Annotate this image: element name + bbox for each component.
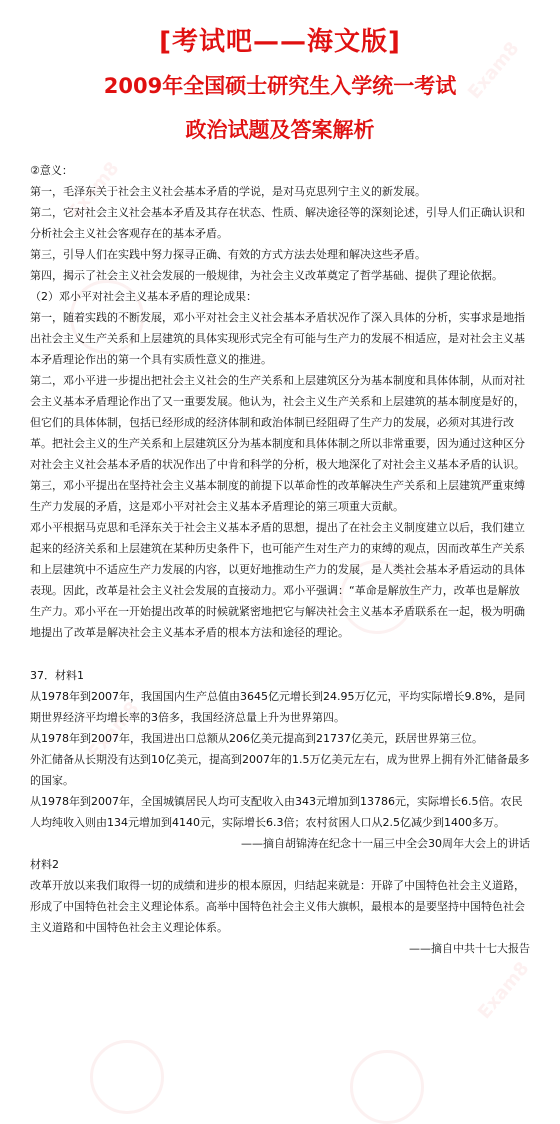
- paragraph: 第三，引导人们在实践中努力探寻正确、有效的方式方法去处理和解决这些矛盾。: [30, 248, 426, 261]
- paragraph: 外汇储备从长期没有达到10亿美元，提高到2007年的1.5万亿美元左右，成为世界上拥有外汇储备最多的国家。: [30, 753, 530, 787]
- watermark-text: Exam8: [473, 957, 534, 1024]
- exam-title: 2009年全国硕士研究生入学统一考试: [103, 74, 457, 98]
- section-heading: （2）邓小平对社会主义基本矛盾的理论成果：: [30, 290, 257, 303]
- exam-subtitle: 政治试题及答案解析: [185, 118, 375, 142]
- paragraph: 从1978年到2007年，我国进出口总额从206亿美元提高到21737亿美元，跃居世界第三位。: [30, 732, 483, 745]
- page-title: [考试吧——海文版]: [159, 27, 401, 57]
- paragraph: 第一，毛泽东关于社会主义社会基本矛盾的学说，是对马克思列宁主义的新发展。: [30, 185, 426, 198]
- paragraph: 第三，邓小平提出在坚持社会主义基本制度的前提下以革命性的改革解决生产关系和上层建筑严重束缚生产力发展的矛盾，这是邓小平对社会主义基本矛盾理论的第三项重大贡献。: [30, 479, 525, 513]
- watermark-text: Exam8: [63, 157, 124, 224]
- paragraph: 改革开放以来我们取得一切的成绩和进步的根本原因，归结起来就是：开辟了中国特色社会主义道路，形成了中国特色社会主义理论体系。高举中国特色社会主义伟大旗帜，最根本的是要坚持中国特色社会主义道路和中国特色社会主义理论体系。: [30, 879, 525, 934]
- paragraph: 从1978年到2007年，我国国内生产总值由3645亿元增长到24.95万亿元，平均实际增长9.8%，是同期世界经济平均增长率的3倍多，我国经济总量上升为世界第四。: [30, 690, 526, 724]
- paragraph: 第二，它对社会主义社会基本矛盾及其存在状态、性质、解决途径等的深刻论述，引导人们正确认识和分析社会主义社会客观存在的基本矛盾。: [30, 206, 525, 240]
- watermark-text: Exam8: [463, 37, 524, 104]
- paragraph: 第二，邓小平进一步提出把社会主义社会的生产关系和上层建筑区分为基本制度和具体体制，从而对社会主义基本矛盾理论作出了又一重要发展。他认为，社会主义生产关系和上层建筑的基本制度是好的，但它们的具体体制，包括已经形成的经济体制和政治体制已经阻碍了生产力的发展，必须对其进行改革。把社会主义的生产关系和上层建筑区分为基本制度和具体体制之所以非常重要，因为通过这种区分对社会主义社会基本矛盾的状况作出了中肯和科学的分析，极大地深化了对社会主义基本矛盾的认识。: [30, 374, 525, 471]
- material-heading: 材料2: [30, 858, 59, 871]
- watermark-logo: [350, 1050, 424, 1124]
- source-citation: ——摘自中共十七大报告: [409, 942, 530, 955]
- paragraph: 邓小平根据马克思和毛泽东关于社会主义基本矛盾的思想，提出了在社会主义制度建立以后，我们建立起来的经济关系和上层建筑在某种历史条件下，也可能产生对生产力的束缚的观点，因而改革生产关系和上层建筑中不适应生产力发展的内容，以更好地推动生产力的发展，是人类社会基本矛盾运动的具体表现。因此，改革是社会主义社会发展的直接动力。邓小平强调：“革命是解放生产力，改革也是解放生产力。邓小平在一开始提出改革的时候就紧密地把它与解决社会主义基本矛盾联系在一起，极为明确地提出了改革是解决社会主义基本矛盾的根本方法和途径的理论。: [30, 521, 525, 639]
- paragraph: ②意义：: [30, 164, 73, 177]
- paragraph: 从1978年到2007年，全国城镇居民人均可支配收入由343元增加到13786元，实际增长6.5倍。农民人均纯收入则由134元增加到4140元，实际增长6.3倍；农村贫困人口从2.5亿减少到1400多万。: [30, 795, 523, 829]
- question-heading: 37．材料1: [30, 669, 84, 682]
- watermark-logo: [90, 1040, 164, 1114]
- paragraph: 第一，随着实践的不断发展，邓小平对社会主义社会基本矛盾状况作了深入具体的分析，实事求是地指出社会主义生产关系和上层建筑的具体实现形式完全有可能与生产力的发展不相适应，是对社会主义基本矛盾理论作出的第一个具有实质性意义的推进。: [30, 311, 525, 366]
- watermark-text: Exam8: [83, 697, 144, 764]
- document-body: [30, 157, 530, 959]
- source-citation: ——摘自胡锦涛在纪念十一届三中全会30周年大会上的讲话: [241, 837, 530, 850]
- paragraph: 第四，揭示了社会主义社会发展的一般规律，为社会主义改革奠定了哲学基础、提供了理论依据。: [30, 269, 503, 282]
- spacer: [30, 643, 530, 665]
